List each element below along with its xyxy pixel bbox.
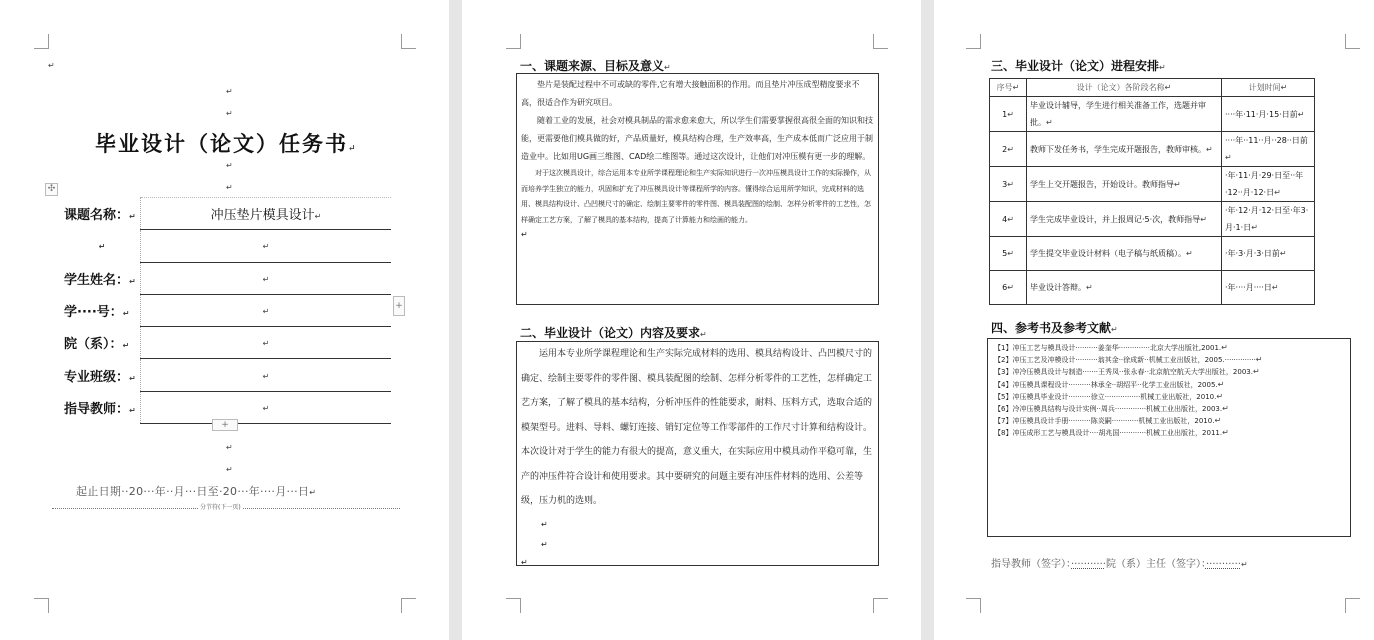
crop-mark [1345,34,1360,49]
info-table [59,197,391,424]
crop-mark [506,598,521,613]
date-range: 起止日期··20···年··月···日至·20···年····月···日↵ [76,485,317,498]
column-header: 序号↵ [990,79,1027,97]
crop-mark [1345,598,1360,613]
student-name-value[interactable]: ↵ [141,262,392,294]
table-row [990,202,1315,237]
cell-no[interactable]: 5↵ [990,237,1027,271]
cell-no[interactable]: 1↵ [990,97,1027,132]
cell-time[interactable]: ·年·11·月·29·日至··年·12··月·12·日↵ [1222,167,1315,202]
cell-stage[interactable]: 毕业设计答辩。↵ [1027,271,1222,305]
paragraph-mark: ↵ [226,109,233,118]
advisor-sign-blank[interactable]: ··········· [1071,559,1106,570]
table-row [59,262,391,294]
table-row [59,230,391,262]
cell-no[interactable]: 6↵ [990,271,1027,305]
paragraph: 随着工业的发展，社会对模具制品的需求愈来愈大，所以学生们需要掌握很高很全面的知识和技能，更需要他们模具做的好，产品质量好，模具结构合理，生产效率高，生产成本低而广泛应用于制造业中。比如用UG画三维图、CAD绘二维图等。通过这次设计，让他们对冲压模有更一步的理解。 [521,116,873,161]
reference-item: 【2】冲压工艺及冲模设计··········翁其金··徐成新··机械工业出版社，2005.··············↵ [994,355,1263,365]
section-heading-1: 一、课题来源、目标及意义↵ [520,59,671,73]
class-value[interactable]: ↵ [141,359,392,391]
row-label: 学····号：↵ [59,294,141,326]
crop-mark [873,34,888,49]
crop-mark [873,598,888,613]
row-label: 指导教师：↵ [59,391,141,423]
paragraph-mark: ↵ [226,465,233,474]
cell-time[interactable]: ·年····月····日↵ [1222,271,1315,305]
table-row [59,359,391,391]
column-header: 计划时间↵ [1222,79,1315,97]
reference-item: 【7】冲压模具设计手册··········陈炎嗣············机械工业出版社，2010.↵ [994,416,1222,426]
table-row [59,294,391,326]
crop-mark [34,598,49,613]
crop-mark [506,34,521,49]
section-heading-2: 二、毕业设计（论文）内容及要求↵ [520,326,707,340]
section-2-box[interactable]: 运用本专业所学课程理论和生产实际完成材料的选用、模具结构设计、凸凹模尺寸的确定、绘制主要零件的零件图、模具装配图的绘制、怎样分析零件的工艺性，怎样确定工艺方案，了解了模具的基本结构，分析冲压件的性能要求，耐料、压料方式，选取合适的模架型号。进料、导料、螺钉连接、销钉定位等工作零部件的工作尺寸计算和结构设计。本次设计对于学生的能力有很大的提高，意义重大，在实际应用中模具动作平稳可靠，生产的冲压件符合设计和使用要求。其中要研究的问题主要有冲压件材料的选用、公差等级，压力机的选则。 ↵ ↵ ↵ [516,341,879,566]
paragraph-mark: ↵ [226,87,233,96]
table-row [990,132,1315,167]
paragraph-mark: ↵ [226,161,233,170]
row-value[interactable]: ↵ [141,230,392,262]
schedule-table [989,78,1315,305]
dean-sign-blank[interactable]: ··········· [1205,559,1241,570]
row-label: ↵ [59,230,141,262]
row-label: 专业班级：↵ [59,359,141,391]
cell-stage[interactable]: 毕业设计辅导，学生进行相关准备工作，选题并审批。↵ [1027,97,1222,132]
row-label: 课题名称：↵ [59,198,141,230]
section-heading-4: 四、参考书及参考文献↵ [991,321,1118,335]
paragraph: 对于这次模具设计，综合运用本专业所学课程理论和生产实际知识进行一次冲压模具设计工作的实际操作，从而培养学生独立的能力，巩固和扩充了冲压模具设计等课程所学的内容。懂得综合运用所学知识，完成材料的选用、模具结构设计、凸凹模尺寸的确定、绘制主要零件的零件图、模具装配图的绘制、怎样分析零件的工艺性，怎样确定工艺方案，了解了模具的基本结构，提高了计算能力和绘画的能力。 [521,169,871,224]
add-row-button[interactable]: + [212,419,238,431]
topic-value[interactable]: 冲压垫片模具设计↵ [141,198,392,230]
student-id-value[interactable]: ↵ [141,294,392,326]
crop-mark [401,598,416,613]
reference-item: 【5】冲压模具毕业设计··········徐立················机械工业出版社，2010.↵ [994,391,1224,401]
cell-time[interactable]: ····年··11··月··28··日前↵ [1222,132,1315,167]
crop-mark [966,34,981,49]
department-value[interactable]: ↵ [141,327,392,359]
reference-item: 【8】冲压成形工艺与模具设计····胡兆国············机械工业出版社，2011.↵ [994,428,1229,438]
section-heading-3: 三、毕业设计（论文）进程安排↵ [991,59,1166,73]
section-1-box[interactable]: 垫片是装配过程中不可或缺的零件,它有增大接触面积的作用。而且垫片冲压成型精度要求不高，很适合作为研究项目。 随着工业的发展，社会对模具制品的需求愈来愈大，所以学生们需要掌握很高很全面的知识和技能，更需要他们模具做的好，产品质量好，模具结构合理，生产效率高，生产成本低而广泛应用于制造业中。比如用UG画三维图、CAD绘二维图等。通过这次设计，让他们对冲压模有更一步的理解。 对于这次模具设计，综合运用本专业所学课程理论和生产实际知识进行一次冲压模具设计工作的实际操作，从而培养学生独立的能力，巩固和扩充了冲压模具设计等课程所学的内容。懂得综合运用所学知识，完成材料的选用、模具结构设计、凸凹模尺寸的确定、绘制主要零件的零件图、模具装配图的绘制、怎样分析零件的工艺性，怎样确定工艺方案，了解了模具的基本结构，提高了计算能力和绘画的能力。 ↵ [516,73,879,305]
cell-time[interactable]: ····年·11·月·15·日前↵ [1222,97,1315,132]
cell-stage[interactable]: 学生提交毕业设计材料（电子稿与纸质稿）。↵ [1027,237,1222,271]
table-header-row [990,79,1315,97]
cell-no[interactable]: 4↵ [990,202,1027,237]
cell-stage[interactable]: 学生完成毕业设计，并上报周记·5·次，教师指导↵ [1027,202,1222,237]
table-move-handle-icon[interactable]: ✣ [45,183,58,196]
row-label: 学生姓名：↵ [59,262,141,294]
reference-item: 【6】冷冲压模具结构与设计实例··周兵··············机械工业出版社，2003.↵ [994,404,1229,414]
reference-item: 【3】冲冷压模具设计与制造·······王秀凤··张永春··北京航空航天大学出版社，2003.↵ [994,367,1260,377]
cell-stage[interactable]: 教师下发任务书，学生完成开题报告，教师审核。↵ [1027,132,1222,167]
advisor-sign-label: 指导教师（签字） [991,559,1066,570]
cell-no[interactable]: 3↵ [990,167,1027,202]
column-header: 设计（论文）各阶段名称↵ [1027,79,1222,97]
add-column-button[interactable]: + [393,296,405,316]
cell-stage[interactable]: 学生上交开题报告，开始设计。教师指导↵ [1027,167,1222,202]
crop-mark [966,598,981,613]
paragraph-mark: ↵ [226,443,233,452]
paragraph: 垫片是装配过程中不可或缺的零件,它有增大接触面积的作用。而且垫片冲压成型精度要求不高，很适合作为研究项目。 [521,80,860,107]
table-row [990,97,1315,132]
document-title: 毕业设计（论文）任务书↵ [95,131,358,156]
paragraph-mark: ↵ [48,61,55,70]
cell-time[interactable]: ·年·12·月·12·日至·年3·月·1·日↵ [1222,202,1315,237]
paragraph: 运用本专业所学课程理论和生产实际完成材料的选用、模具结构设计、凸凹模尺寸的确定、绘制主要零件的零件图、模具装配图的绘制、怎样分析零件的工艺性，怎样确定工艺方案，了解了模具的基本结构，分析冲压件的性能要求，耐料、压料方式，选取合适的模架型号。进料、导料、螺钉连接、销钉定位等工作零部件的工作尺寸计算和结构设计。本次设计对于学生的能力有很大的提高，意义重大，在实际应用中模具动作平稳可靠，生产的冲压件符合设计和使用要求。其中要研究的问题主要有冲压件材料的选用、公差等级，压力机的选则。 [521,349,873,506]
reference-item: 【4】冲压模具课程设计··········林承全··胡绍平··化学工业出版社，2005.↵ [994,379,1225,389]
cell-no[interactable]: 2↵ [990,132,1027,167]
dean-sign-label: 院（系）主任（签字） [1105,559,1201,570]
advisor-value[interactable]: ↵ [141,391,392,423]
table-row [59,198,391,230]
section-break-label: 分节符(下一页) [200,504,241,511]
table-row [59,327,391,359]
page-cover [0,0,449,640]
table-row [990,237,1315,271]
cell-time[interactable]: ·年·3·月·3·日前↵ [1222,237,1315,271]
crop-mark [401,34,416,49]
crop-mark [34,34,49,49]
references-box[interactable] [987,338,1351,537]
paragraph-mark: ↵ [226,183,233,192]
reference-item: 【1】冲压工艺与模具设计··········姜奎华··············北京大学出版社,2001.↵ [994,343,1228,352]
row-label: 院（系）：↵ [59,327,141,359]
table-row [990,271,1315,305]
table-row [990,167,1315,202]
signature-line: 指导教师（签字）：···········院（系）主任（签字）：···········↵ [991,559,1248,570]
